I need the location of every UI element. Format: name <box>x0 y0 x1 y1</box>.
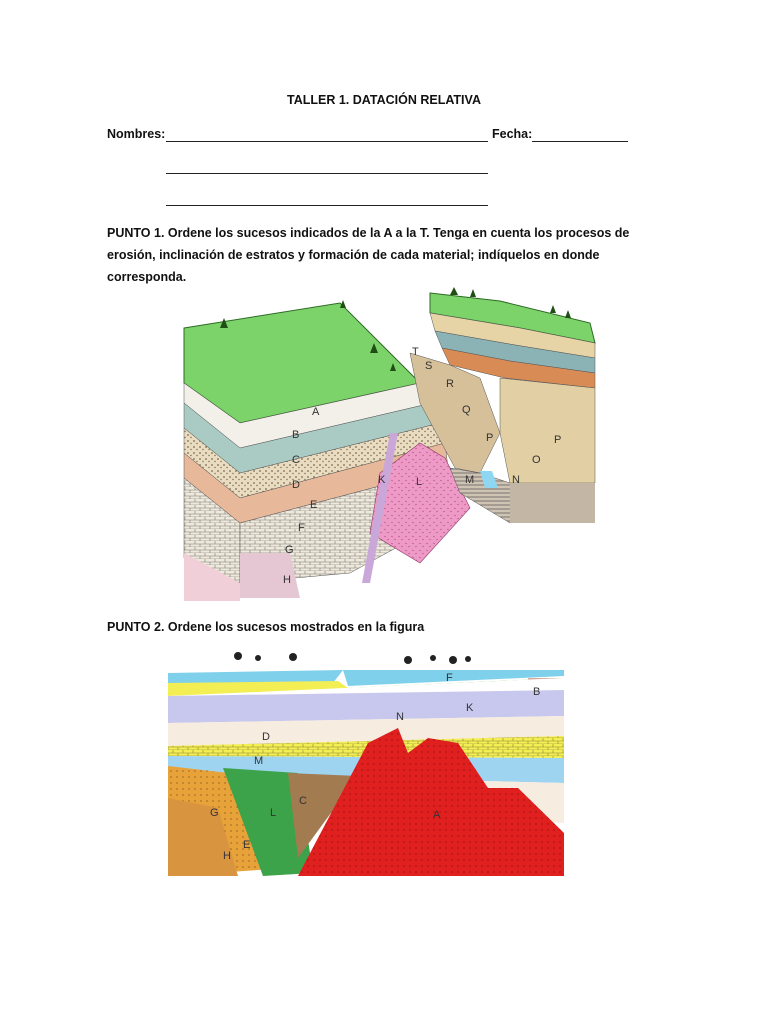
fig2-label-d: D <box>262 731 270 743</box>
fig2-label-f: F <box>446 672 453 684</box>
names-line-2[interactable] <box>166 173 488 174</box>
fig2-label-a: A <box>433 809 441 821</box>
fig1-label-d: D <box>292 479 300 491</box>
fig1-label-k: K <box>378 474 386 486</box>
fig1-label-g: G <box>285 544 294 556</box>
fig2-label-k: K <box>466 702 474 714</box>
fig1-label-c: C <box>292 454 300 466</box>
fig2-label-n: N <box>396 711 404 723</box>
page-title: TALLER 1. DATACIÓN RELATIVA <box>287 93 481 107</box>
fig2-label-g: G <box>210 807 219 819</box>
punto1-text: PUNTO 1. Ordene los sucesos indicados de la A a la T. Tenga en cuenta los procesos de erosión, inclinación de estratos y formación de cada material; indíquelos en donde corresponda. <box>107 226 630 284</box>
names-line-3[interactable] <box>166 205 488 206</box>
fig1-label-n: N <box>512 474 520 486</box>
date-line[interactable] <box>532 141 628 142</box>
fig1-label-o: O <box>532 454 541 466</box>
fig1-label-e: E <box>310 499 318 511</box>
fig1-label-p1: P <box>486 432 494 444</box>
fig1-label-r: R <box>446 378 454 390</box>
fig1-label-a: A <box>312 406 320 418</box>
fig1-label-f: F <box>298 522 305 534</box>
geology-block-diagram-1 <box>180 283 600 601</box>
names-line-1[interactable] <box>166 141 488 142</box>
geology-cross-section-2 <box>168 648 564 876</box>
fig1-label-l: L <box>416 476 423 488</box>
fig1-label-h: H <box>283 574 291 586</box>
fig1-label-m: M <box>465 474 475 486</box>
fig2-label-l: L <box>270 807 277 819</box>
names-label: Nombres: <box>107 127 166 141</box>
fig2-label-c: C <box>299 795 307 807</box>
fig2-label-e: E <box>243 839 251 851</box>
punto2-text: PUNTO 2. Ordene los sucesos mostrados en la figura <box>107 620 425 634</box>
fig2-label-m: M <box>254 755 264 767</box>
date-label: Fecha: <box>492 127 533 141</box>
fig1-label-s: S <box>425 360 433 372</box>
fig1-label-p2: P <box>554 434 562 446</box>
fig2-label-h: H <box>223 850 231 862</box>
fig1-label-t: T <box>412 346 419 358</box>
fig1-label-q: Q <box>462 404 471 416</box>
fig1-label-b: B <box>292 429 300 441</box>
fig2-label-b: B <box>533 686 541 698</box>
